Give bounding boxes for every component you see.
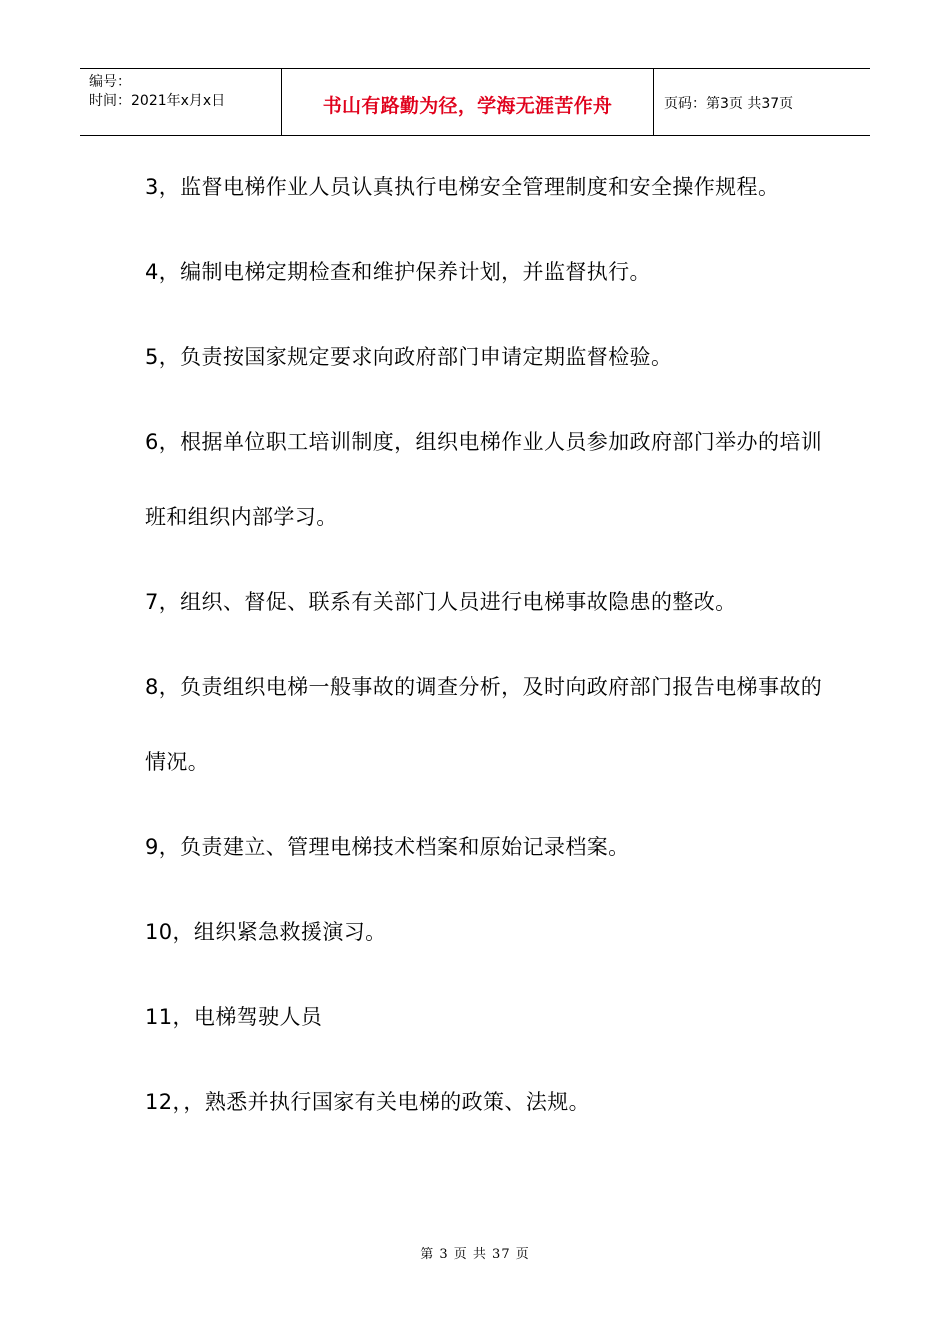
header-meta: [80, 69, 282, 135]
paragraph-5: 5，负责按国家规定要求向政府部门申请定期监督检验。: [145, 345, 673, 369]
document-time-label: 时间：2021年x月x日: [89, 93, 226, 109]
paragraph-3: 3，监督电梯作业人员认真执行电梯安全管理制度和安全操作规程。: [145, 175, 780, 199]
header-page-info: 页码：第3页 共37页: [664, 96, 794, 112]
page-header: [80, 68, 870, 136]
paragraph-6: 6，根据单位职工培训制度，组织电梯作业人员参加政府部门举办的培训班和组织内部学习。: [145, 430, 823, 529]
header-motto: 书山有路勤为径，学海无涯苦作舟: [282, 69, 654, 135]
paragraph-7: 7，组织、督促、联系有关部门人员进行电梯事故隐患的整改。: [145, 590, 737, 614]
paragraph-9: 9，负责建立、管理电梯技术档案和原始记录档案。: [145, 835, 630, 859]
paragraph-11: 11，电梯驾驶人员: [145, 1005, 323, 1029]
document-number-label: 编号：: [89, 74, 131, 90]
paragraph-4: 4，编制电梯定期检查和维护保养计划，并监督执行。: [145, 260, 651, 284]
paragraph-10: 10，组织紧急救援演习。: [145, 920, 387, 944]
paragraph-12: 12，，熟悉并执行国家有关电梯的政策、法规。: [145, 1090, 591, 1114]
paragraph-8: 8，负责组织电梯一般事故的调查分析，及时向政府部门报告电梯事故的情况。: [145, 675, 823, 774]
document-body: [145, 150, 825, 1150]
page-footer: 第 3 页 共 37 页: [420, 1247, 530, 1262]
